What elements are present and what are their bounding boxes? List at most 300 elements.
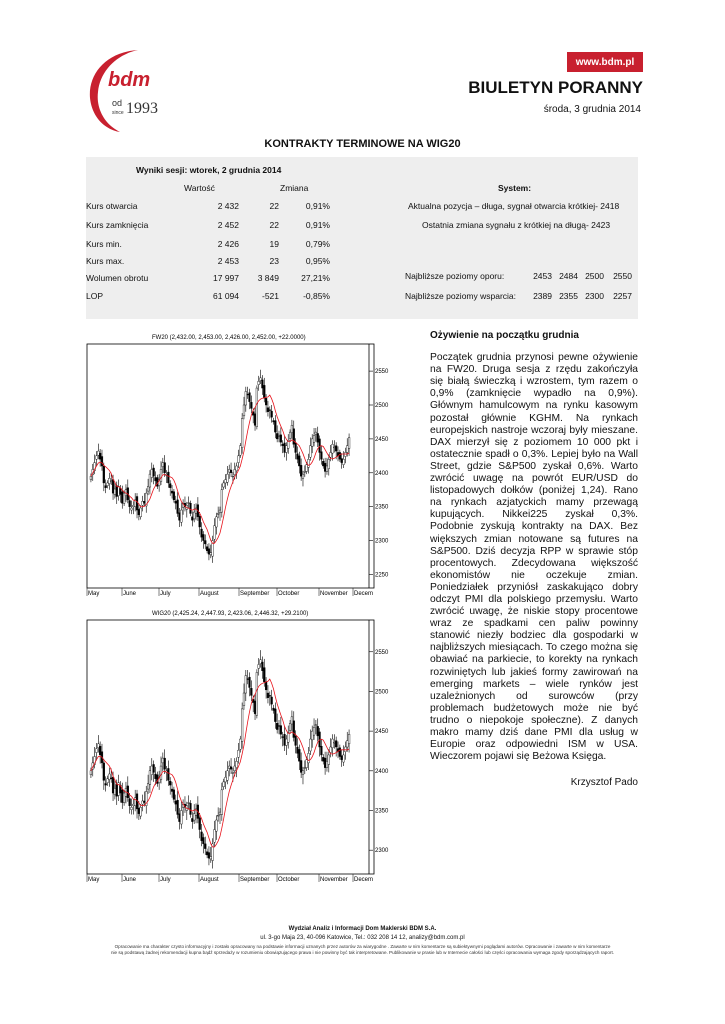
candle-body — [230, 767, 232, 769]
candle-body — [280, 435, 282, 442]
row-label: Kurs zamknięcia — [86, 220, 149, 230]
y-tick-label: 2400 — [375, 768, 389, 775]
candle-body — [258, 381, 260, 384]
candle-body — [164, 463, 166, 473]
row-value: 61 094 — [213, 291, 239, 301]
x-tick-label: May — [88, 591, 100, 597]
candle-body — [293, 721, 295, 738]
x-tick-label: August — [200, 591, 219, 597]
x-tick-label: May — [88, 877, 100, 883]
candle-body — [105, 784, 107, 786]
candle-body — [289, 723, 291, 730]
candle-body — [226, 474, 228, 482]
candle-body — [236, 466, 238, 471]
candle-body — [302, 474, 304, 478]
candle-body — [344, 452, 346, 456]
candle-body — [153, 468, 155, 476]
candle-body — [147, 486, 149, 491]
candle-body — [129, 501, 131, 507]
row-change-pct: 0,91% — [305, 220, 330, 230]
candle-body — [177, 500, 179, 514]
candle-body — [295, 736, 297, 746]
bdm-logo — [86, 46, 176, 136]
candle-body — [232, 772, 234, 773]
row-label: Kurs min. — [86, 239, 122, 249]
row-change-pct: 27,21% — [301, 273, 330, 283]
x-tick-label: August — [200, 877, 219, 883]
candle-body — [169, 484, 171, 488]
y-tick-label: 2500 — [375, 689, 389, 696]
row-label: Kurs otwarcia — [86, 201, 138, 211]
candle-body — [96, 749, 98, 753]
candle-body — [273, 708, 275, 710]
candle-body — [276, 433, 278, 438]
candle-body — [99, 746, 101, 755]
candle-body — [295, 443, 297, 452]
support-level: 2257 — [613, 291, 632, 301]
candle-body — [276, 723, 278, 729]
candle-body — [341, 459, 343, 463]
wig20-chart — [86, 606, 389, 890]
chart-title: FW20 (2,432.00, 2,453.00, 2,426.00, 2,452.00, +22.0000) — [152, 335, 306, 341]
x-tick-label: June — [123, 591, 137, 597]
candle-body — [311, 439, 313, 446]
candle-body — [193, 512, 195, 519]
candle-body — [269, 410, 271, 411]
candle-body — [173, 790, 175, 800]
candle-body — [147, 784, 149, 790]
candle-body — [289, 432, 291, 438]
candle-body — [258, 664, 260, 668]
candle-body — [226, 771, 228, 781]
candle-body — [273, 421, 275, 422]
fw20-chart-svg — [86, 330, 389, 604]
logo-text: bdm — [108, 69, 151, 91]
candle-body — [239, 446, 241, 455]
candle-body — [90, 476, 92, 479]
url-text[interactable]: www.bdm.pl — [575, 56, 635, 68]
candle-body — [245, 676, 247, 693]
candle-body — [262, 380, 264, 388]
candle-body — [306, 465, 308, 472]
candle-body — [278, 726, 280, 727]
x-tick-label: June — [123, 877, 137, 883]
x-tick-label: July — [160, 591, 171, 597]
candle-body — [293, 429, 295, 445]
candle-body — [256, 388, 258, 427]
row-change: 19 — [269, 239, 279, 249]
candle-body — [311, 731, 313, 740]
chart-title: WIG20 (2,425.24, 2,447.93, 2,423.06, 2,446.32, +29.2100) — [152, 611, 309, 617]
row-change: 23 — [269, 256, 279, 266]
bulletin-title: BIULETYN PORANNY — [468, 78, 643, 97]
candle-body — [265, 682, 267, 690]
row-value: 2 432 — [217, 201, 239, 211]
candle-body — [313, 727, 315, 735]
candle-body — [239, 739, 241, 749]
footer-disclaimer: Opracowanie ma charakter czysto informacyjny i zostało opracowany na podstawie informacji uznanych przez autorów za wiarygodne . Zawarte w nim komentarze są subiektywnymi poglądami autorów. Opracowanie i zawarte w nim komentarze — [114, 944, 611, 949]
candle-body — [297, 454, 299, 459]
url-badge[interactable] — [567, 52, 643, 72]
resistance-level: 2453 — [533, 271, 552, 281]
candle-body — [238, 456, 240, 463]
candle-body — [214, 526, 216, 540]
candle-body — [143, 801, 145, 803]
y-tick-label: 2400 — [375, 470, 389, 477]
candle-body — [274, 709, 276, 722]
candle-body — [142, 801, 144, 804]
candle-body — [260, 378, 262, 381]
candle-body — [256, 672, 258, 715]
candle-body — [298, 749, 300, 761]
candle-body — [219, 812, 221, 814]
candle-body — [322, 461, 324, 466]
candle-body — [131, 807, 133, 809]
market-commentary — [430, 330, 638, 789]
candle-body — [190, 503, 192, 513]
candle-body — [175, 501, 177, 503]
y-tick-label: 2250 — [375, 572, 389, 579]
candle-body — [234, 469, 236, 474]
y-tick-label: 2550 — [375, 369, 389, 376]
footer-company: Wydział Analiz i Informacji Dom Maklerski BDM S.A. — [288, 926, 437, 932]
candle-body — [96, 456, 98, 459]
candle-body — [330, 747, 332, 753]
candle-body — [298, 456, 300, 466]
candle-body — [274, 421, 276, 433]
row-change: -521 — [261, 291, 279, 301]
candle-body — [236, 761, 238, 767]
candle-body — [188, 503, 190, 504]
candle-body — [179, 513, 181, 520]
candle-body — [149, 771, 151, 784]
candle-body — [285, 446, 287, 453]
candle-body — [171, 491, 173, 493]
candle-body — [238, 750, 240, 757]
candle-body — [123, 493, 125, 503]
candle-body — [121, 492, 123, 504]
row-change: 3 849 — [257, 273, 279, 283]
x-tick-label: November — [320, 877, 348, 883]
candle-body — [267, 693, 269, 698]
candle-body — [190, 803, 192, 814]
candle-body — [201, 529, 203, 537]
row-change-pct: -0,85% — [303, 291, 330, 301]
x-tick-label: November — [320, 591, 348, 597]
candle-body — [142, 501, 144, 505]
candle-body — [309, 446, 311, 458]
candle-body — [210, 857, 212, 859]
candle-body — [136, 497, 138, 511]
candle-body — [317, 433, 319, 442]
candle-body — [108, 478, 110, 483]
candle-body — [114, 788, 116, 794]
candle-body — [243, 693, 245, 706]
candle-body — [280, 726, 282, 735]
article-body: Początek grudnia przynosi pewne ożywienie na FW20. Druga sesja z rzędu zakończyła się białą świeczką i wzrostem, tym razem o 0,9% (zamknięcie wypadło na 0,9%). Głównym hamulcowym na rynku kasowym pozostał głównie KGHM. Na rynkach europejskich nastroje wczoraj były mieszane. DAX mierzył się z poziomem 10 000 pkt i ostatecznie spadł o 0,3%. Lepiej było na Wall Street, gdzie S&P500 zyskał 0,6%. Warto zwrócić uwagę na powrót EUR/USD do listopadowych dołków (poniżej 1,24). Rano na rynkach azjatyckich mamy przewagą kupujących. Nikkei225 zyskał 0,3%. Podobnie zyskują kontrakty na DAX. Bez większych zmian notowane są futures na S&P500. Dziś decyzja RPP w sprawie stóp procentowych. Zdecydowana większość ekonomistów nie oczekuje zmian. Poniedziałek przyniósł zaskakująco dobry odczyt PMI dla polskiego przemysłu. Warto zwrócić uwagę, że niskie stopy procentowe wraz ze spadkami cen paliw powinny stanowić niezły bodziec dla gospodarki w najbliższych miesiącach. To czego można się obawiać na parkiecie, to korekty na rynkach rozwiniętych lub jakieś formy zawirowań na emerging markets – wiele rynków jest uzależnionych od surowców (przy problemach budżetowych może nie być trudno o niepokoje społeczne). Z danych makro mamy dziś dane PMI dla usług w Europie oraz odpowiedni ISM w USA. Wieczorem pojawi się Beżowa Księga. — [430, 352, 638, 763]
candle-body — [234, 766, 236, 771]
candle-body — [140, 508, 142, 517]
candle-body — [160, 766, 162, 779]
system-position: Aktualna pozycja – długa, sygnał otwarcia krótkiej- 2418 — [408, 201, 620, 211]
candle-body — [228, 469, 230, 472]
candle-body — [217, 513, 219, 514]
candle-body — [297, 747, 299, 753]
candle-body — [180, 811, 182, 824]
candle-body — [171, 789, 173, 791]
candle-body — [249, 677, 251, 687]
candle-body — [132, 804, 134, 806]
system-title: System: — [498, 183, 532, 193]
bulletin-date: środa, 3 grudnia 2014 — [543, 104, 641, 115]
candle-body — [335, 446, 337, 451]
column-header-change: Zmiana — [280, 183, 309, 193]
candle-body — [326, 761, 328, 767]
support-label: Najbliższe poziomy wsparcia: — [405, 291, 517, 301]
candle-body — [199, 818, 201, 830]
candle-body — [265, 398, 267, 405]
candle-body — [164, 758, 166, 769]
candle-body — [254, 701, 256, 714]
candle-body — [203, 837, 205, 843]
candle-body — [250, 688, 252, 695]
x-tick-label: September — [240, 591, 270, 597]
candle-body — [324, 463, 326, 471]
candle-body — [116, 784, 118, 796]
candle-body — [344, 747, 346, 752]
candle-body — [97, 744, 99, 748]
support-level: 2355 — [559, 291, 578, 301]
candle-body — [282, 737, 284, 738]
candle-body — [173, 492, 175, 500]
candle-body — [315, 432, 317, 434]
candle-body — [105, 486, 107, 488]
candle-body — [112, 777, 114, 793]
candle-body — [210, 553, 212, 555]
candle-body — [225, 777, 227, 782]
y-tick-label: 2300 — [375, 848, 389, 855]
candle-body — [308, 753, 310, 763]
session-title: Wyniki sesji: wtorek, 2 grudnia 2014 — [136, 165, 282, 175]
resistance-level: 2550 — [613, 271, 632, 281]
candle-body — [103, 466, 105, 483]
candle-body — [138, 808, 140, 814]
row-change: 22 — [269, 220, 279, 230]
candle-body — [180, 510, 182, 522]
candle-body — [225, 480, 227, 483]
y-tick-label: 2450 — [375, 436, 389, 443]
candle-body — [193, 814, 195, 820]
row-label: LOP — [86, 291, 104, 301]
candle-body — [339, 452, 341, 459]
candle-body — [223, 483, 225, 487]
candle-body — [321, 452, 323, 459]
candle-body — [219, 510, 221, 513]
candle-body — [90, 771, 92, 775]
row-value: 2 453 — [217, 256, 239, 266]
candle-body — [118, 486, 120, 495]
candle-body — [267, 408, 269, 412]
row-label: Wolumen obrotu — [86, 273, 149, 283]
y-tick-label: 2350 — [375, 504, 389, 511]
candle-body — [179, 814, 181, 822]
article-title: Ożywienie na początku grudnia — [430, 330, 579, 341]
resistance-level: 2484 — [559, 271, 578, 281]
candle-body — [343, 459, 345, 464]
candle-body — [247, 394, 249, 395]
candle-body — [245, 391, 247, 405]
candle-body — [321, 746, 323, 755]
x-tick-label: July — [160, 877, 171, 883]
candle-body — [120, 488, 122, 494]
footer-address: ul. 3-go Maja 23, 40-096 Katowice, Tel.: 032 208 14 12, analizy@bdm.com.pl — [260, 934, 465, 941]
candle-body — [169, 781, 171, 785]
candle-body — [140, 807, 142, 816]
moving-average-line — [91, 395, 349, 543]
candle-body — [221, 790, 223, 815]
candle-body — [333, 742, 335, 743]
candle-body — [346, 741, 348, 747]
candle-body — [143, 501, 145, 503]
candle-body — [177, 800, 179, 814]
candle-body — [269, 695, 271, 696]
candle-body — [215, 820, 217, 831]
candle-body — [309, 739, 311, 751]
candle-body — [341, 756, 343, 760]
candle-body — [221, 490, 223, 512]
candle-body — [208, 853, 210, 859]
candle-body — [138, 509, 140, 514]
candle-body — [247, 679, 249, 680]
y-tick-label: 2350 — [375, 808, 389, 815]
row-change-pct: 0,95% — [305, 256, 330, 266]
candle-body — [328, 755, 330, 765]
y-tick-label: 2300 — [375, 538, 389, 545]
candle-body — [199, 516, 201, 527]
candle-body — [204, 844, 206, 849]
candle-body — [333, 447, 335, 448]
candle-body — [348, 438, 350, 449]
candle-body — [191, 818, 193, 821]
footer — [0, 925, 725, 956]
candle-body — [228, 766, 230, 768]
candle-body — [284, 443, 286, 452]
candle-body — [103, 763, 105, 780]
candle-body — [263, 668, 265, 682]
candle-body — [232, 476, 234, 477]
candle-body — [123, 793, 125, 803]
row-value: 2 426 — [217, 239, 239, 249]
candle-body — [241, 419, 243, 448]
candle-body — [304, 471, 306, 472]
candle-body — [330, 452, 332, 457]
support-level: 2389 — [533, 291, 552, 301]
candle-body — [155, 774, 157, 779]
candle-body — [155, 478, 157, 481]
candle-body — [99, 453, 101, 459]
candle-body — [110, 778, 112, 779]
y-tick-label: 2550 — [375, 649, 389, 656]
candle-body — [332, 739, 334, 748]
candle-body — [282, 444, 284, 445]
row-change-pct: 0,79% — [305, 239, 330, 249]
candle-body — [313, 436, 315, 443]
candle-body — [241, 709, 243, 742]
x-tick-label: Decem — [354, 877, 374, 883]
candle-body — [278, 436, 280, 437]
candle-body — [114, 489, 116, 494]
session-results-panel — [86, 157, 638, 319]
candle-body — [319, 439, 321, 453]
candle-body — [206, 852, 208, 855]
candle-body — [215, 517, 217, 527]
candle-body — [328, 459, 330, 468]
candle-body — [167, 472, 169, 483]
logo-since-prefix: od — [112, 98, 123, 108]
candle-body — [230, 470, 232, 473]
column-header-value: Wartość — [184, 183, 215, 193]
row-value: 17 997 — [213, 273, 239, 283]
candle-body — [250, 402, 252, 408]
candle-body — [254, 414, 256, 426]
candle-body — [107, 779, 109, 783]
candle-body — [308, 459, 310, 467]
candle-body — [116, 486, 118, 497]
row-change: 22 — [269, 201, 279, 211]
candle-body — [162, 758, 164, 763]
candle-body — [108, 774, 110, 780]
candle-body — [302, 771, 304, 775]
wig20-chart-svg — [86, 606, 389, 890]
support-level: 2300 — [585, 291, 604, 301]
candle-body — [153, 764, 155, 772]
candle-body — [107, 483, 109, 486]
candle-body — [127, 786, 129, 798]
candle-body — [204, 541, 206, 544]
row-change-pct: 0,91% — [305, 201, 330, 211]
resistance-label: Najbliższe poziomy oporu: — [405, 271, 505, 281]
candle-body — [263, 385, 265, 398]
candle-body — [306, 760, 308, 768]
y-tick-label: 2500 — [375, 403, 389, 409]
article-author: Krzysztof Pado — [570, 777, 638, 789]
candle-body — [214, 830, 216, 843]
candle-body — [160, 469, 162, 481]
resistance-level: 2500 — [585, 271, 604, 281]
candle-body — [339, 748, 341, 757]
candle-body — [271, 411, 273, 417]
fw20-chart — [86, 330, 389, 604]
candle-body — [167, 768, 169, 780]
system-last-change: Ostatnia zmiana sygnału z krótkiej na długą- 2423 — [422, 220, 611, 230]
candle-body — [188, 803, 190, 804]
candle-body — [291, 717, 293, 724]
candle-body — [97, 451, 99, 455]
candle-body — [300, 760, 302, 772]
candle-body — [304, 768, 306, 769]
candle-body — [332, 444, 334, 453]
candle-body — [121, 790, 123, 803]
candle-body — [110, 481, 112, 482]
candle-body — [348, 734, 350, 744]
candle-body — [223, 782, 225, 787]
candle-body — [191, 517, 193, 520]
candle-body — [284, 734, 286, 745]
candle-body — [208, 549, 210, 554]
candle-body — [285, 739, 287, 745]
plot-frame — [87, 344, 374, 588]
candle-body — [162, 463, 164, 467]
